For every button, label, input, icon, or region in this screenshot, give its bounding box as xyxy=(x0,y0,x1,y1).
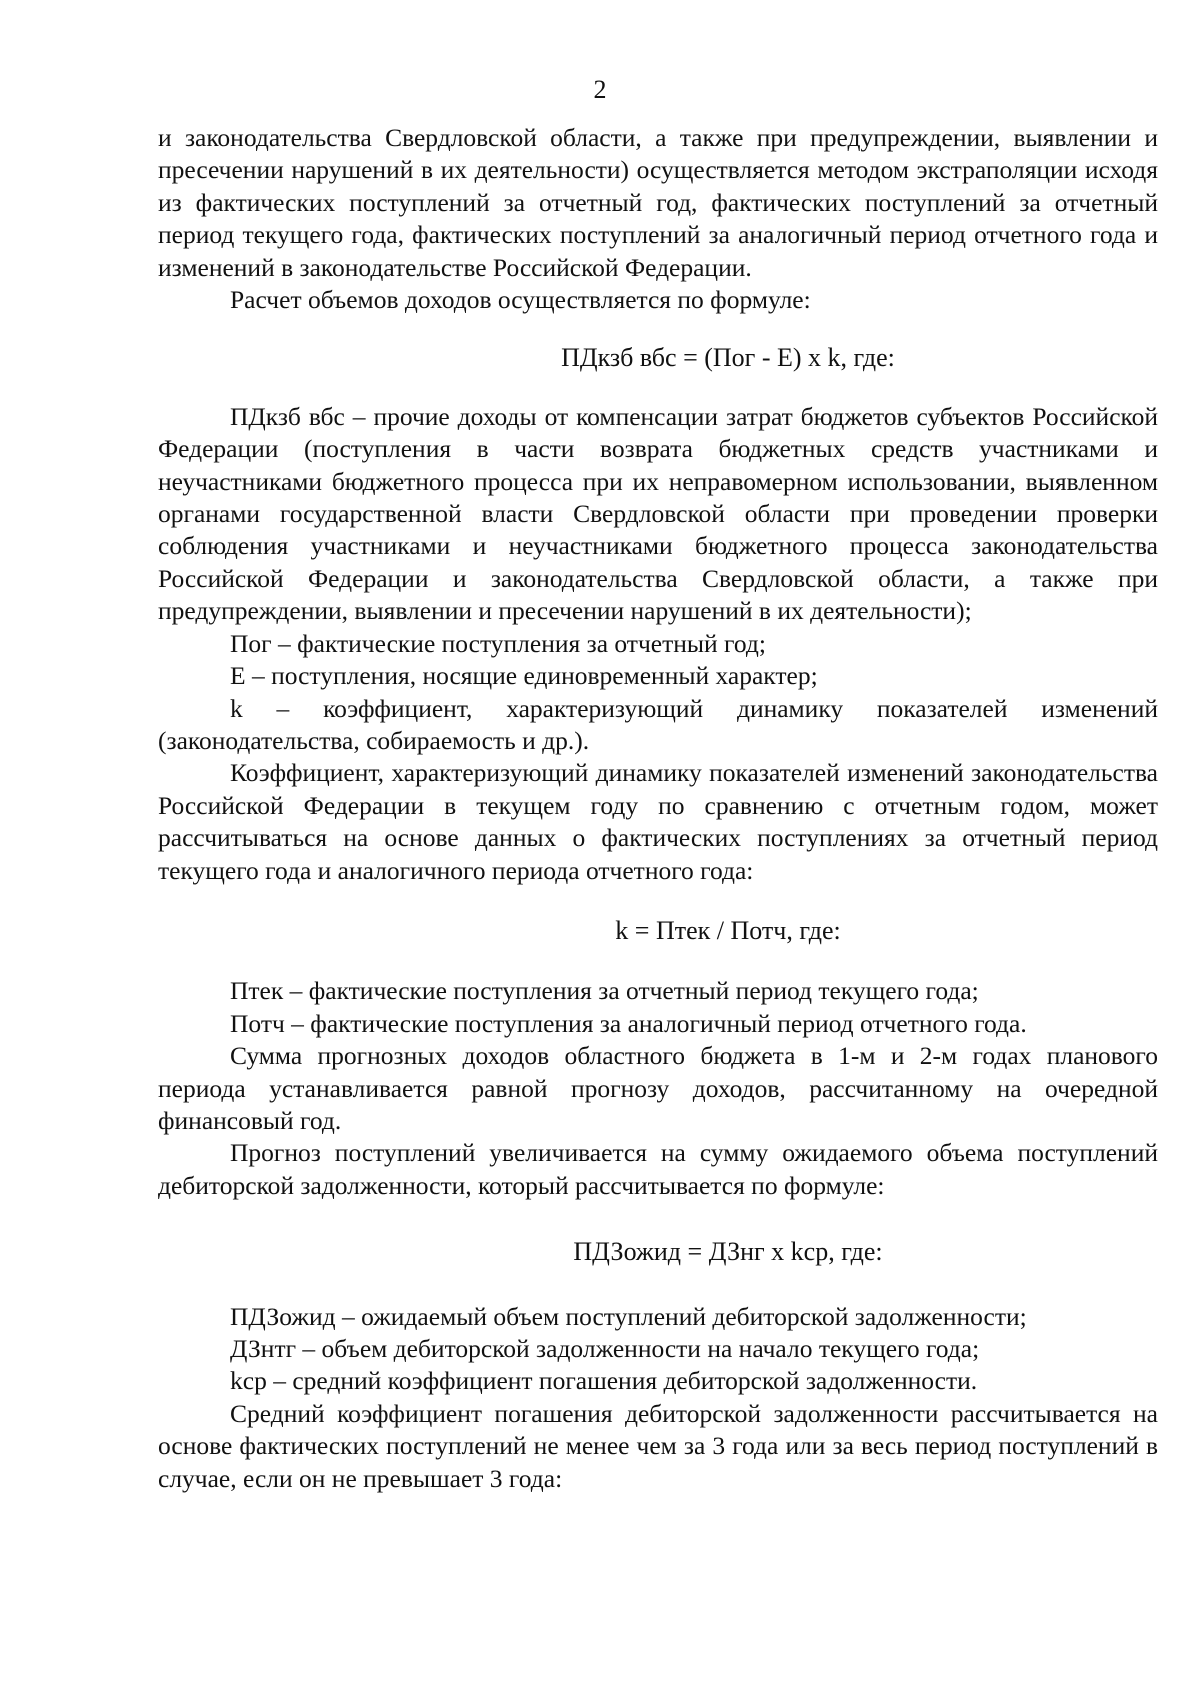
definition-e: Е – поступления, носящие единовременный характер; xyxy=(230,661,818,691)
definition-kcp: kcp – средний коэффициент погашения дебиторской задолженности. xyxy=(230,1366,978,1396)
paragraph-average-coefficient: Средний коэффициент погашения дебиторской задолженности рассчитывается на основе фактических поступлений не менее чем за 3 года или за весь период поступлений в случае, если он не превышает 3 года: xyxy=(158,1398,1158,1493)
definition-pdz: ПДЗожид – ожидаемый объем поступлений дебиторской задолженности; xyxy=(230,1301,1027,1331)
definition-ptek: Птек – фактические поступления за отчетный период текущего года; xyxy=(230,976,979,1006)
paragraph-formula-intro: Расчет объемов доходов осуществляется по формуле: xyxy=(230,285,811,315)
formula-pdz: ПДЗожид = ДЗнг х kcp, где: xyxy=(573,1237,883,1267)
definition-potch: Потч – фактические поступления за аналогичный период отчетного года. xyxy=(230,1008,1027,1038)
formula-k: k = Птек / Потч, где: xyxy=(615,915,841,945)
definition-k: k – коэффициент, характеризующий динамику показателей изменений (законодательства, собираемость и др.). xyxy=(158,693,1158,755)
document-body xyxy=(158,122,1158,1495)
definition-dzntg: ДЗнтг – объем дебиторской задолженности на начало текущего года; xyxy=(230,1334,980,1363)
definition-pog: Пог – фактические поступления за отчетный год; xyxy=(230,628,766,658)
paragraph-coefficient: Коэффициент, характеризующий динамику показателей изменений законодательства Российской Федерации в текущем году по сравнению с отчетным годом, может рассчитываться на основе данных о фактических поступлениях за отчетный период текущего года и аналогичного периода отчетного года: xyxy=(158,758,1158,885)
paragraph-planning-period: Сумма прогнозных доходов областного бюджета в 1-м и 2-м годах планового периода устанавливается равной прогнозу доходов, рассчитанному на очередной финансовый год. xyxy=(158,1041,1158,1135)
definition-pdkzb: ПДкзб вбс – прочие доходы от компенсации затрат бюджетов субъектов Российской Федерации (поступления в части возврата бюджетных средств участниками и неучастниками бюджетного процесса при их неправомерном использовании, выявленном органами государственной власти Свердловской области при проведении проверки соблюдения участниками и неучастниками бюджетного процесса законодательства Российской Федерации и законодательства Свердловской области, а также при предупреждении, выявлении и пресечении нарушений в их деятельности); xyxy=(158,401,1158,626)
paragraph-continuation: и законодательства Свердловской области, а также при предупреждении, выявлении и пресечении нарушений в их деятельности) осуществляется методом экстраполяции исходя из фактических поступлений за отчетный год, фактических поступлений за отчетный период текущего года, фактических поступлений за аналогичный период отчетного года и изменений в законодательстве Российской Федерации. xyxy=(158,123,1158,282)
page-number: 2 xyxy=(593,75,607,104)
paragraph-receivables-intro: Прогноз поступлений увеличивается на сумму ожидаемого объема поступлений дебиторской задолженности, который рассчитывается по формуле: xyxy=(158,1138,1158,1200)
formula-pdkzb: ПДкзб вбс = (Пог - Е) х k, где: xyxy=(561,343,895,373)
